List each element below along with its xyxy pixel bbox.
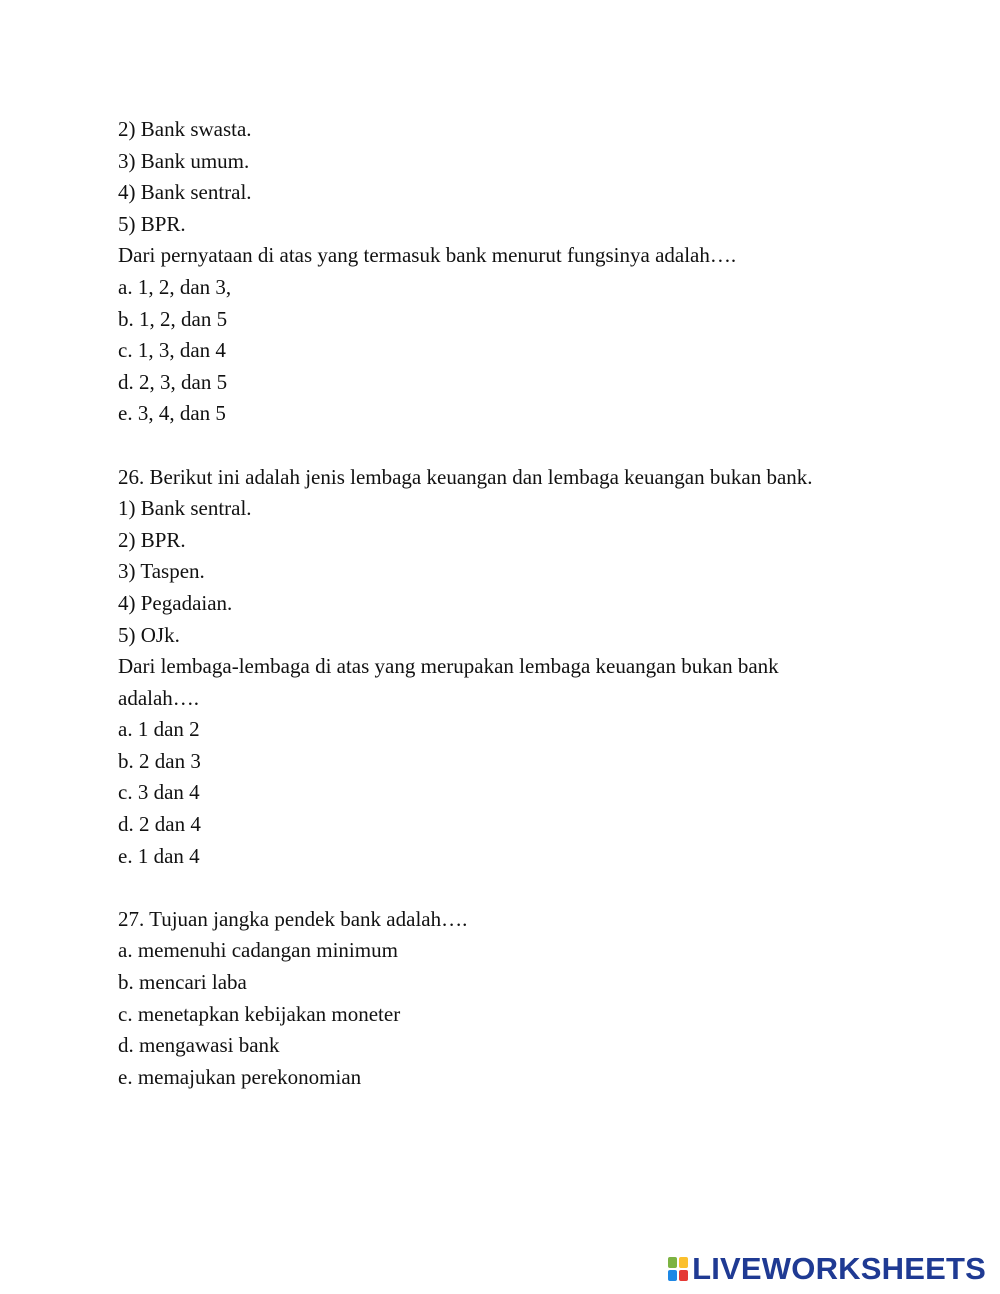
question-title: 27. Tujuan jangka pendek bank adalah…. <box>118 906 468 931</box>
question-26 <box>118 462 948 873</box>
answer-option-e: e. memajukan perekonomian <box>118 1064 362 1089</box>
statement-item: 4) Bank sentral. <box>118 180 252 205</box>
logo-tile <box>679 1270 688 1281</box>
liveworksheets-logo-icon <box>668 1257 688 1281</box>
answer-option-d: d. 2, 3, dan 5 <box>118 369 228 394</box>
answer-option-c: c. menetapkan kebijakan moneter <box>118 1001 401 1026</box>
worksheet-content <box>118 114 948 1093</box>
question-prompt: Dari pernyataan di atas yang termasuk bank menurut fungsinya adalah…. <box>118 243 737 268</box>
statement-item: 2) Bank swasta. <box>118 117 252 141</box>
liveworksheets-brand <box>668 1253 986 1284</box>
statement-item: 3) Bank umum. <box>118 148 250 173</box>
logo-tile <box>668 1257 677 1268</box>
statement-item: 4) Pegadaian. <box>118 590 233 615</box>
answer-option-d: d. mengawasi bank <box>118 1033 280 1058</box>
answer-option-b: b. 1, 2, dan 5 <box>118 306 228 331</box>
statement-item: 2) BPR. <box>118 527 186 552</box>
answer-option-c: c. 1, 3, dan 4 <box>118 338 226 363</box>
statement-item: 3) Taspen. <box>118 559 205 584</box>
answer-option-a: a. memenuhi cadangan minimum <box>118 938 398 963</box>
question-25-tail <box>118 114 948 430</box>
question-27 <box>118 904 948 1094</box>
answer-option-a: a. 1 dan 2 <box>118 717 200 742</box>
question-prompt-line-2: adalah…. <box>118 685 200 710</box>
answer-option-a: a. 1, 2, dan 3, <box>118 274 232 299</box>
question-title: 26. Berikut ini adalah jenis lembaga keuangan dan lembaga keuangan bukan bank. <box>118 464 813 489</box>
statement-item: 5) OJk. <box>118 622 180 647</box>
liveworksheets-wordmark: LIVEWORKSHEETS <box>692 1251 986 1286</box>
spacer <box>118 872 948 904</box>
logo-tile <box>668 1270 677 1281</box>
answer-option-d: d. 2 dan 4 <box>118 812 201 837</box>
answer-option-e: e. 1 dan 4 <box>118 843 200 868</box>
statement-item: 5) BPR. <box>118 211 186 236</box>
answer-option-c: c. 3 dan 4 <box>118 780 200 805</box>
question-prompt-line-1: Dari lembaga-lembaga di atas yang merupakan lembaga keuangan bukan bank <box>118 654 779 679</box>
statement-item: 1) Bank sentral. <box>118 496 252 521</box>
logo-tile <box>679 1257 688 1268</box>
answer-option-b: b. mencari laba <box>118 970 247 995</box>
answer-option-e: e. 3, 4, dan 5 <box>118 401 226 426</box>
spacer <box>118 430 948 462</box>
answer-option-b: b. 2 dan 3 <box>118 748 201 773</box>
